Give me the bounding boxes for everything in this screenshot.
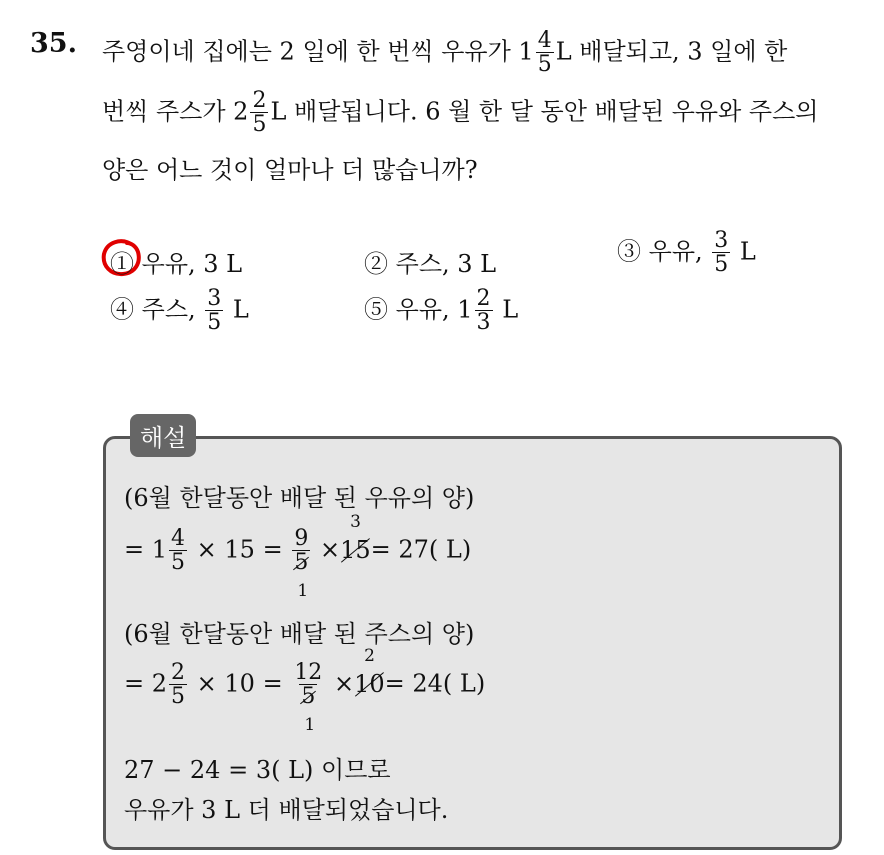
fraction [292, 660, 324, 735]
question-text: 번씩 주스가 2 [102, 97, 249, 126]
eq-text: × 15 = [196, 535, 283, 564]
question-text: L 배달되고, 3 일에 한 [555, 37, 788, 66]
fraction [536, 30, 554, 76]
choice-unit: L [502, 295, 519, 324]
eq-text: = 1 [124, 535, 168, 564]
denominator: 3 [476, 310, 491, 335]
question-line-1 [102, 30, 787, 76]
denominator: 5 [171, 684, 186, 709]
denominator: 5 [714, 252, 729, 277]
numerator: 4 [171, 526, 186, 551]
milk-equation [124, 511, 472, 601]
eq-text: × 10 = [196, 669, 283, 698]
cancel-result: 1 [297, 581, 309, 601]
cancel-result: 3 [350, 511, 361, 532]
eq-text: = 27( L) [370, 535, 472, 564]
question-text: 주영이네 집에는 2 일에 한 번씩 우유가 1 [102, 37, 534, 66]
numerator: 9 [294, 526, 309, 551]
choice-text: 우유, 3 L [141, 250, 243, 278]
numerator: 2 [171, 660, 186, 685]
choice-marker: ③ [617, 237, 641, 266]
eq-text: × [319, 535, 341, 564]
numerator: 2 [476, 286, 491, 311]
numerator: 12 [294, 660, 323, 685]
factor-value: 15 [340, 535, 371, 564]
cancelled-denominator [301, 684, 316, 735]
cancelled-factor [340, 511, 371, 564]
juice-heading: (6월 한달동안 배달 된 주스의 양) [124, 620, 475, 648]
numerator: 4 [537, 28, 552, 53]
choice-2[interactable] [364, 244, 496, 279]
conclusion-line: 우유가 3 L 더 배달되었습니다. [124, 796, 449, 824]
cancelled-factor [354, 645, 385, 698]
denominator [292, 550, 310, 601]
eq-text: = 2 [124, 669, 168, 698]
choice-text: 우유, [648, 237, 703, 266]
numerator: 3 [714, 228, 729, 253]
denominator: 5 [252, 112, 267, 137]
numerator: 2 [252, 88, 267, 113]
question-text: L 배달됩니다. 6 월 한 달 동안 배달된 우유와 주스의 [270, 97, 819, 126]
choice-marker: ⑤ [364, 295, 388, 324]
fraction [205, 288, 223, 334]
denominator: 5 [207, 310, 222, 335]
denominator: 5 [537, 52, 552, 77]
choice-3[interactable] [617, 230, 756, 276]
factor-value: 10 [354, 669, 385, 698]
eq-text: = 24( L) [384, 669, 486, 698]
choice-text: 주스, [141, 295, 196, 324]
choice-unit: L [739, 237, 756, 266]
choice-marker: ④ [110, 295, 134, 324]
fraction [712, 230, 730, 276]
fraction [475, 288, 493, 334]
question-line-3: 양은 어느 것이 얼마나 더 많습니까? [102, 156, 478, 184]
difference-line: 27 − 24 = 3( L) 이므로 [124, 756, 391, 784]
numerator: 3 [207, 286, 222, 311]
choice-5[interactable] [364, 288, 518, 334]
denominator-value: 5 [294, 550, 309, 575]
question-line-2 [102, 90, 818, 136]
fraction [169, 662, 187, 708]
cancel-result: 1 [304, 715, 316, 735]
fraction [250, 90, 268, 136]
choice-4[interactable] [110, 288, 249, 334]
denominator [299, 684, 317, 735]
juice-equation [124, 645, 486, 735]
milk-heading: (6월 한달동안 배달 된 우유의 양) [124, 484, 475, 512]
choice-text: 우유, 1 [395, 295, 473, 324]
choice-1[interactable] [110, 244, 242, 279]
choice-marker: ① [110, 250, 134, 278]
choice-unit: L [232, 295, 249, 324]
denominator: 5 [171, 550, 186, 575]
choice-text: 주스, 3 L [395, 250, 497, 278]
cancelled-denominator [294, 550, 309, 601]
eq-text: × [333, 669, 355, 698]
denominator-value: 5 [301, 684, 316, 709]
cancel-result: 2 [364, 645, 375, 666]
choice-marker: ② [364, 250, 388, 278]
question-number: 35. [30, 28, 77, 59]
solution-label: 해설 [130, 414, 196, 457]
fraction [169, 528, 187, 574]
fraction [292, 526, 310, 601]
